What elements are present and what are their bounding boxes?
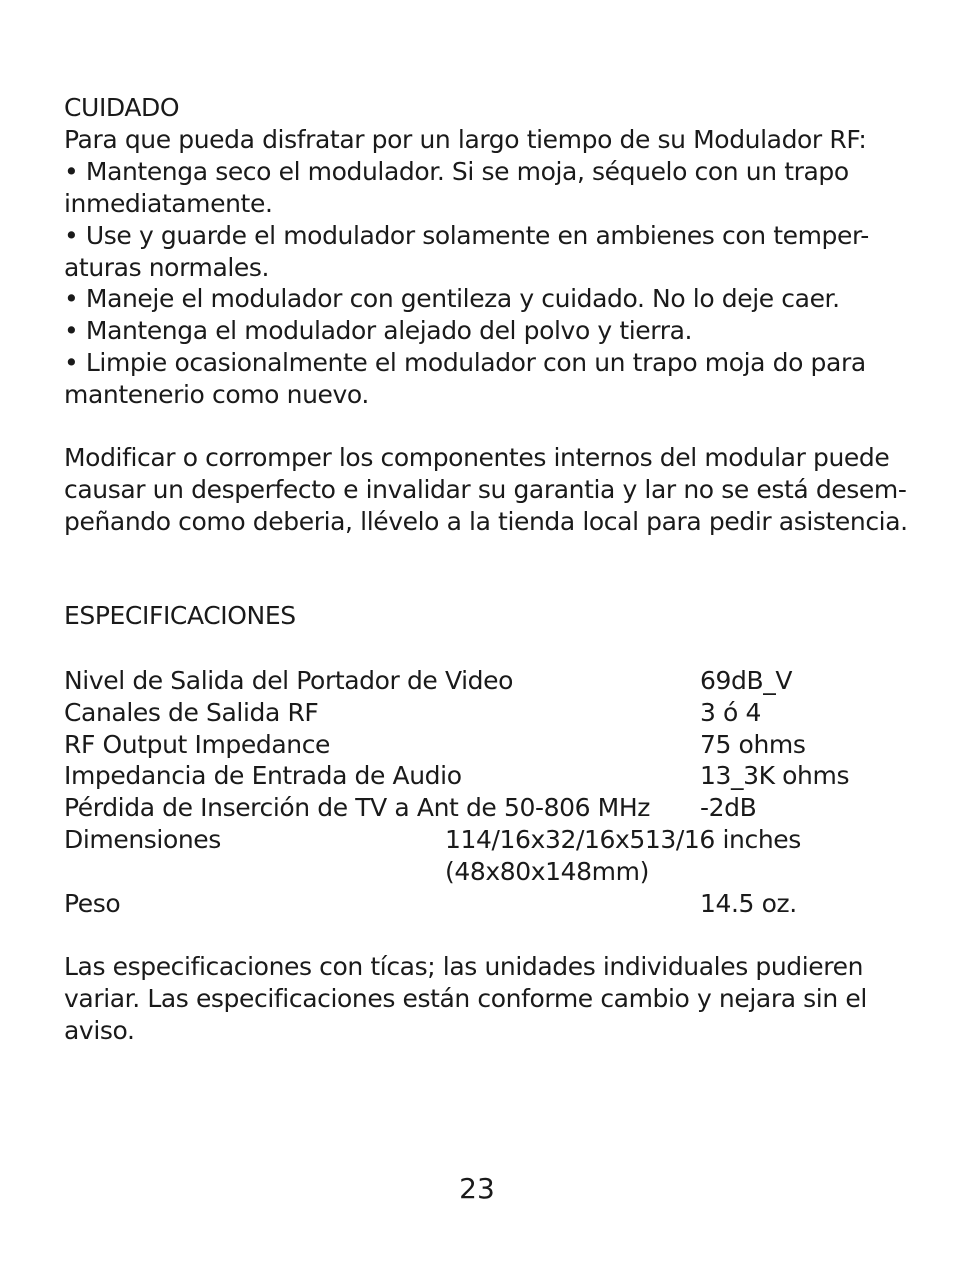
care-line: inmediatamente. (64, 189, 273, 218)
spec-row (64, 697, 894, 729)
care-line: aturas normales. (64, 253, 270, 282)
notice-line: aviso. (64, 1016, 135, 1045)
warning-line: causar un desperfecto e invalidar su garantia y lar no se está desem- (64, 475, 907, 504)
spec-value: (48x80x148mm) (445, 857, 649, 886)
warning-line: Modificar o corromper los componentes internos del modular puede (64, 443, 890, 472)
spec-label: Nivel de Salida del Portador de Video (64, 666, 513, 695)
spec-label: RF Output Impedance (64, 730, 331, 759)
spec-label: Canales de Salida RF (64, 698, 319, 727)
care-line: • Mantenga seco el modulador. Si se moja, séquelo con un trapo (64, 157, 849, 186)
spec-value: -2dB (700, 793, 757, 822)
care-line: • Limpie ocasionalmente el modulador con un trapo moja do para (64, 348, 866, 377)
care-line: • Mantenga el modulador alejado del polvo y tierra. (64, 316, 693, 345)
care-heading: CUIDADO (64, 93, 180, 122)
spec-value: 14.5 oz. (700, 889, 797, 918)
spec-row (64, 856, 894, 888)
care-line: • Use y guarde el modulador solamente en ambienes con temper- (64, 221, 869, 250)
specs-heading: ESPECIFICACIONES (64, 601, 296, 630)
spec-label: Dimensiones (64, 825, 221, 854)
spec-value: 114/16x32/16x513/16 inches (445, 825, 801, 854)
spec-label: Pérdida de Inserción de TV a Ant de 50-806 MHz (64, 793, 650, 822)
care-line: Para que pueda disfratar por un largo tiempo de su Modulador RF: (64, 125, 867, 154)
care-line: mantenerio como nuevo. (64, 380, 369, 409)
spec-row (64, 792, 894, 824)
page-number: 23 (459, 1172, 495, 1205)
spec-row (64, 760, 894, 792)
warning-line: peñando como deberia, llévelo a la tienda local para pedir asistencia. (64, 507, 908, 536)
spec-value: 13_3K ohms (700, 761, 850, 790)
spec-label: Impedancia de Entrada de Audio (64, 761, 462, 790)
spec-row (64, 729, 894, 761)
spec-row (64, 888, 894, 920)
care-line: • Maneje el modulador con gentileza y cuidado. No lo deje caer. (64, 284, 840, 313)
spec-value: 69dB_V (700, 666, 793, 695)
spec-row (64, 824, 894, 856)
spec-row (64, 665, 894, 697)
spec-value: 3 ó 4 (700, 698, 762, 727)
spec-value: 75 ohms (700, 730, 806, 759)
spec-label: Peso (64, 889, 121, 918)
notice-line: Las especificaciones con tícas; las unidades individuales pudieren (64, 952, 864, 981)
notice-line: variar. Las especificaciones están conforme cambio y nejara sin el (64, 984, 867, 1013)
